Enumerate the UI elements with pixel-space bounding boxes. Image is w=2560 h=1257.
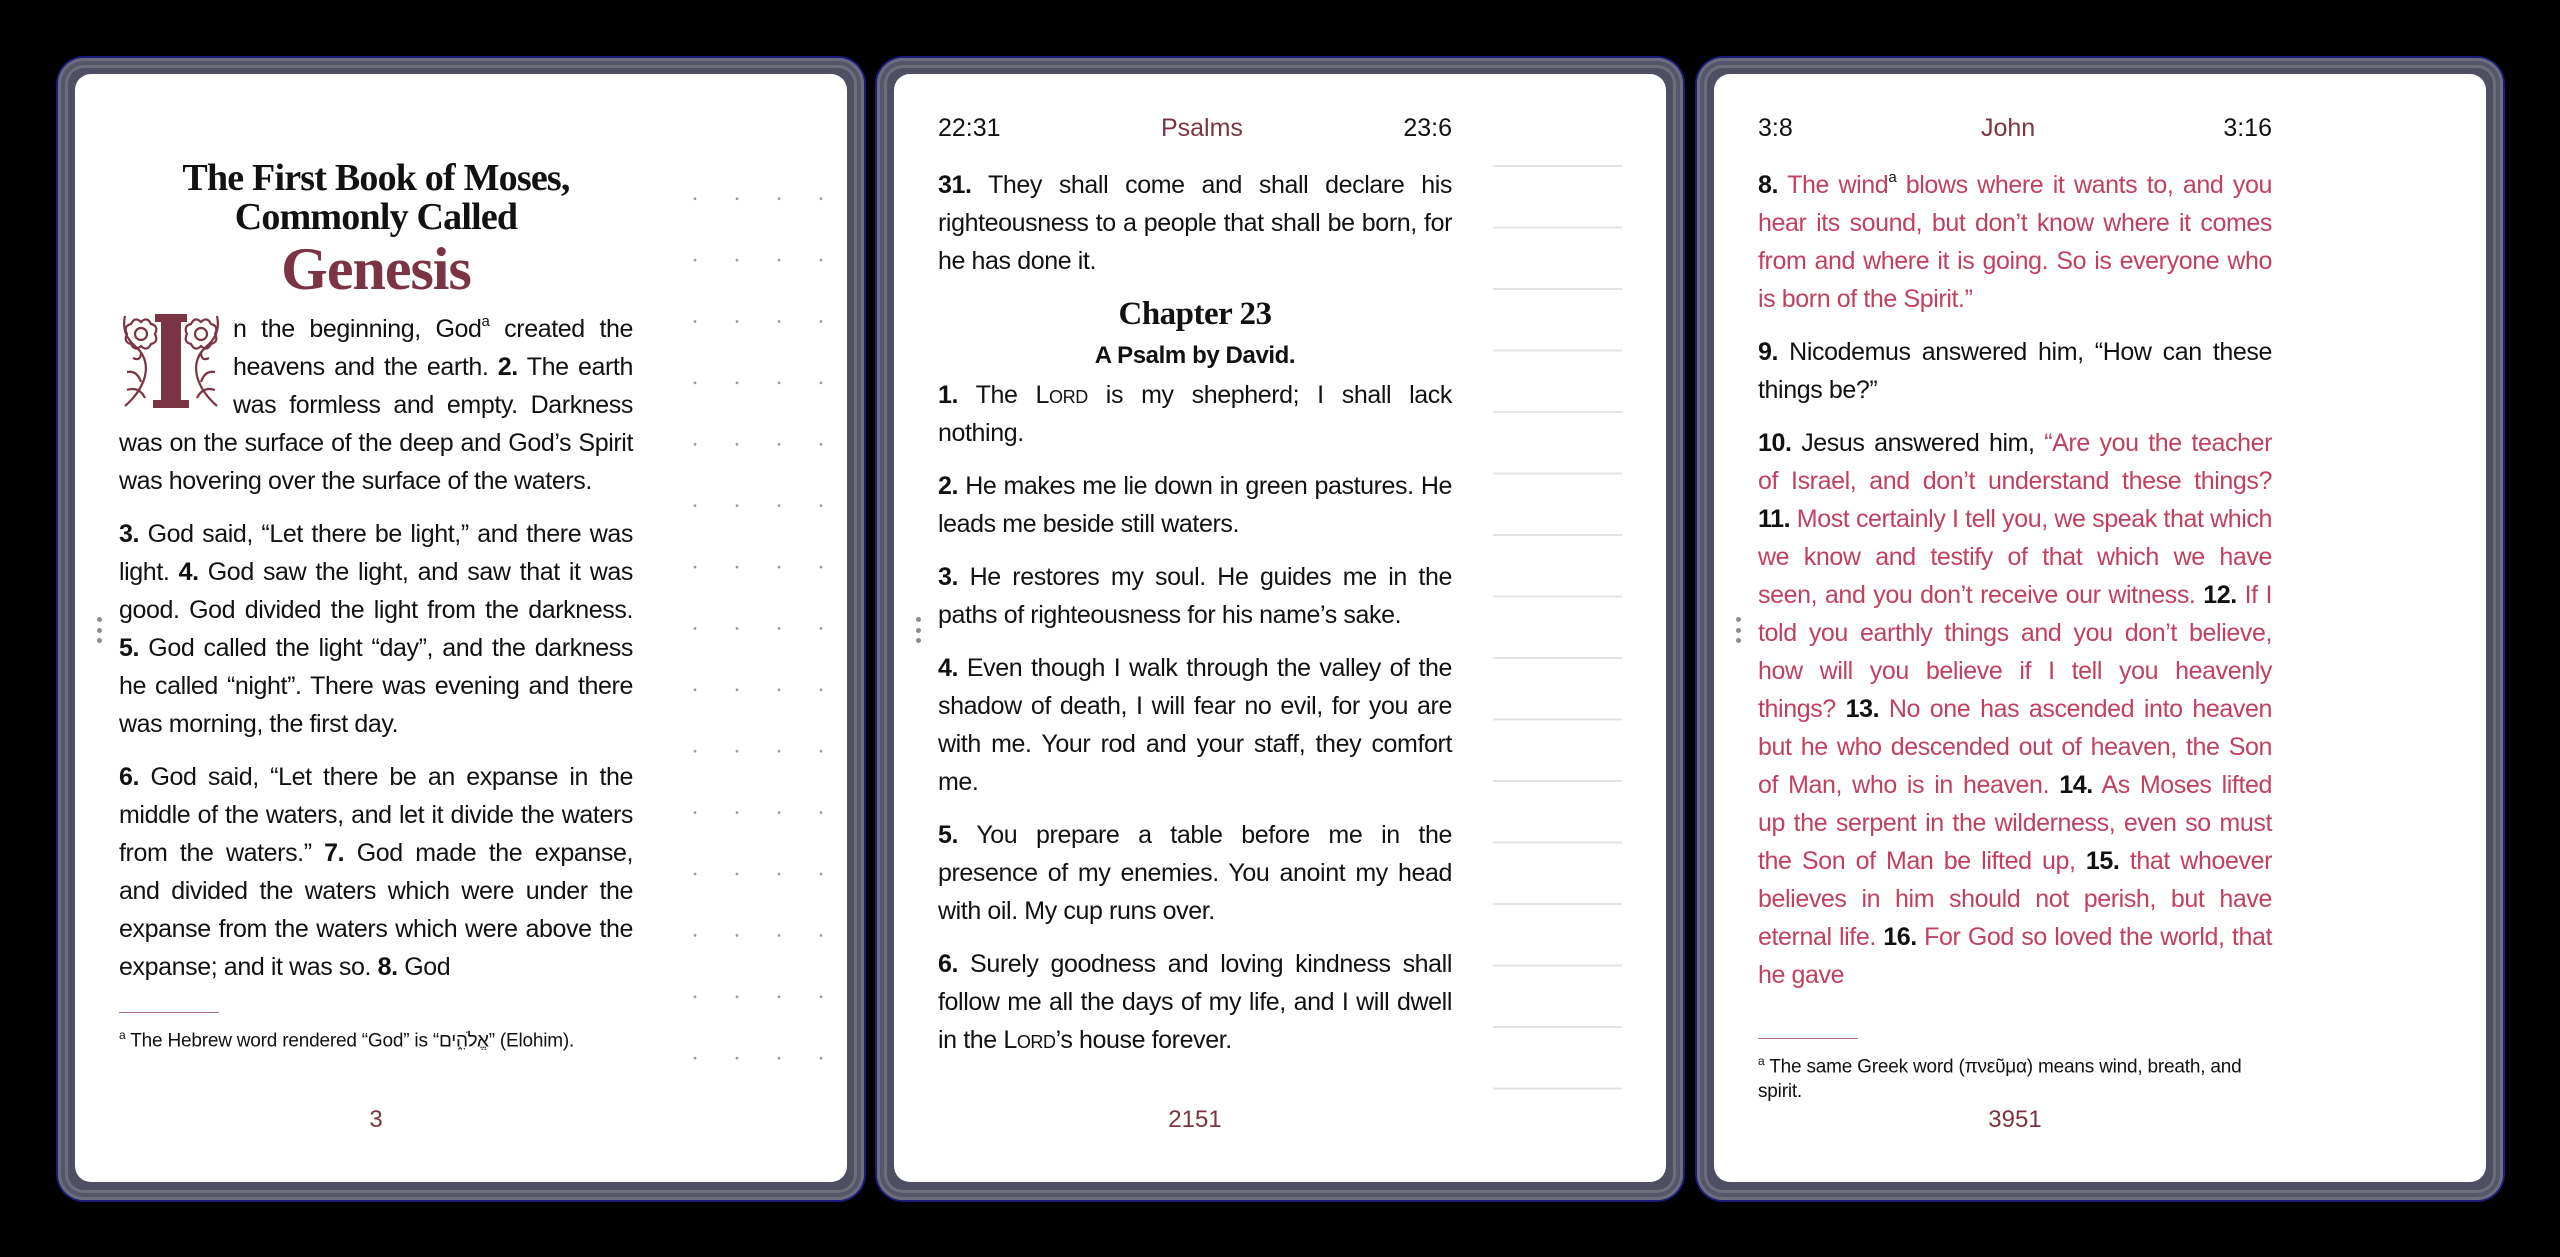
- running-header: [938, 114, 1452, 143]
- verse-number: 8.: [1758, 171, 1779, 199]
- verse-number: 2.: [938, 472, 959, 500]
- paragraph: [938, 816, 1452, 930]
- verse-number: 5.: [119, 634, 140, 662]
- verse-number: 9.: [1758, 338, 1779, 366]
- header-book[interactable]: John: [1980, 114, 2036, 142]
- vertical-ellipsis-icon[interactable]: [1735, 617, 1741, 643]
- page-john: [1714, 74, 2486, 1182]
- running-header: [1758, 114, 2272, 143]
- verse-text: He makes me lie down in green pastures. He leads me beside still waters.: [938, 472, 1452, 538]
- verse-number: 11.: [1758, 505, 1791, 533]
- header-start-ref: 3:8: [1758, 114, 1793, 142]
- words-of-christ: “Are you the teacher of Israel, and don’t understand these things?: [1758, 429, 2273, 495]
- verse-number: 6.: [938, 950, 959, 978]
- footnote-area: [119, 1012, 633, 1053]
- paragraph: [938, 945, 1452, 1059]
- paragraph: [938, 649, 1452, 801]
- text-column: [119, 310, 633, 1001]
- header-end-ref: 3:16: [2223, 114, 2272, 142]
- verse-text: ’s house forever.: [1055, 1026, 1232, 1054]
- header-end-ref: 23:6: [1403, 114, 1452, 142]
- page-frame-john: [1697, 58, 2503, 1200]
- header-book[interactable]: Psalms: [1160, 114, 1243, 142]
- verse-number: 16.: [1883, 923, 1917, 951]
- paragraph: [938, 376, 1452, 452]
- verse-number: 10.: [1758, 429, 1792, 457]
- words-of-christ: For God so loved the world, that he gave: [1758, 923, 2272, 989]
- verse-text: God said, “Let there be an expanse in the middle of the waters, and let it divide the waters from the waters.”: [119, 763, 633, 867]
- verse-text: They shall come and shall declare his righteousness to a people that shall be born, for he has done it.: [938, 171, 1452, 275]
- header-start-ref: 22:31: [938, 114, 1001, 142]
- footnote-divider: [119, 1012, 219, 1013]
- dropcap-ornament-icon: [119, 312, 223, 410]
- book-title: [119, 158, 633, 302]
- page-number: 3: [369, 1106, 383, 1133]
- verse-text: Nicodemus answered him, “How can these things be?”: [1758, 338, 2272, 404]
- verse-number: 14.: [2059, 771, 2093, 799]
- page-number: 2151: [1168, 1106, 1222, 1133]
- verse-text: Surely goodness and loving kindness shall follow me all the days of my life, and I will dwell in the: [938, 950, 1452, 1054]
- verse-text: The: [958, 381, 1036, 409]
- page-frame-psalms: [877, 58, 1683, 1200]
- words-of-christ: Most certainly I tell you, we speak that which we know and testify of that which we have seen, and you don’t receive our witness.: [1758, 505, 2272, 609]
- verse-number: 12.: [2203, 581, 2237, 609]
- verse-number: 4.: [938, 654, 959, 682]
- verse-number: 15.: [2085, 847, 2120, 875]
- footnote-link[interactable]: a: [481, 312, 490, 330]
- verse-number: 3.: [938, 563, 959, 591]
- footnote-text: The Hebrew word rendered “God” is “אֱלֹהִ֑ים” (Elohim).: [125, 1030, 575, 1052]
- footnote: [119, 1023, 633, 1053]
- margin-dot-grid: [675, 168, 825, 1068]
- verse-number: 13.: [1845, 695, 1880, 723]
- verse-text: He restores my soul. He guides me in the paths of righteousness for his name’s sake.: [938, 563, 1452, 629]
- paragraph: [938, 467, 1452, 543]
- chapter-title: Chapter 23: [1118, 296, 1272, 332]
- footnote-marker: a: [1758, 1054, 1765, 1068]
- verse-number: 5.: [938, 821, 959, 849]
- verse-text: God called the light “day”, and the darkness he called “night”. There was evening and there was morning, the first day.: [119, 634, 633, 738]
- verse-number: 4.: [178, 558, 199, 586]
- verse-text: God made the expanse, and divided the waters which were under the expanse from the waters which were above the expanse; and it was so.: [119, 839, 634, 981]
- verse-number: 31.: [938, 171, 972, 199]
- footnote: [1758, 1049, 2272, 1104]
- words-of-christ: The wind: [1778, 171, 1889, 199]
- verse-text: God saw the light, and saw that it was good. God divided the light from the darkness.: [119, 558, 633, 624]
- verse-number: 3.: [119, 520, 140, 548]
- paragraph: [119, 758, 633, 986]
- page-frame-genesis: [58, 58, 864, 1200]
- page-genesis: [75, 74, 847, 1182]
- verse-text: Even though I walk through the valley of the shadow of death, I will fear no evil, for you are with me. Your rod and your staff, they comfort me.: [938, 654, 1452, 796]
- verse-text: is my shepherd; I shall lack nothing.: [938, 381, 1452, 447]
- verse-number: 1.: [938, 381, 959, 409]
- book-title-line2: Commonly Called: [234, 196, 518, 238]
- divine-name: Lord: [1035, 381, 1088, 409]
- words-of-christ: that whoever believes in him should not perish, but have eternal life.: [1758, 847, 2273, 951]
- footnote-divider: [1758, 1038, 1858, 1039]
- paragraph: [1758, 424, 2272, 994]
- verse-number: 7.: [324, 839, 345, 867]
- verse-text: created the heavens and the earth.: [233, 315, 634, 381]
- words-of-christ: No one has ascended into heaven but he who descended out of heaven, the Son of Man, who is in heaven.: [1758, 695, 2272, 799]
- paragraph: [938, 166, 1452, 280]
- paragraph: [1758, 333, 2272, 409]
- page-number: 3951: [1988, 1106, 2042, 1133]
- verse-text: The earth was formless and empty. Darkness was on the surface of the deep and God’s Spirit was hovering over the surface of the waters.: [119, 353, 633, 495]
- footnote-link[interactable]: a: [1888, 168, 1897, 186]
- words-of-christ: If I told you earthly things and you don’t believe, how will you believe if I tell you heavenly things?: [1758, 581, 2272, 723]
- footnote-area: [1758, 1038, 2272, 1104]
- divine-name: Lord: [1003, 1026, 1056, 1054]
- page-psalms: [894, 74, 1666, 1182]
- verse-text: You prepare a table before me in the presence of my enemies. You anoint my head with oil. My cup runs over.: [938, 821, 1452, 925]
- text-column: [1758, 166, 2272, 1009]
- paragraph: [119, 515, 633, 743]
- book-name: Genesis: [281, 236, 471, 302]
- paragraph: [938, 558, 1452, 634]
- footnote-text: The same Greek word (πνεῦμα) means wind, breath, and spirit.: [1758, 1056, 2242, 1103]
- margin-ruled-lines: [1493, 165, 1622, 1115]
- verse-text: n the beginning, God: [233, 315, 482, 343]
- verse-text: God said, “Let there be light,” and there was light.: [119, 520, 633, 586]
- vertical-ellipsis-icon[interactable]: [96, 617, 102, 643]
- text-column: [938, 166, 1452, 1074]
- verse-number: 6.: [119, 763, 140, 791]
- words-of-christ: As Moses lifted up the serpent in the wilderness, even so must the Son of Man be lifted up,: [1758, 771, 2272, 875]
- vertical-ellipsis-icon[interactable]: [915, 617, 921, 643]
- verse-number: 8.: [377, 953, 398, 981]
- verse-text: Jesus answered him,: [1791, 429, 2045, 457]
- verse-text: God: [397, 953, 451, 981]
- footnote-marker: a: [119, 1028, 126, 1042]
- book-title-line1: The First Book of Moses,: [182, 157, 570, 199]
- paragraph: [1758, 166, 2272, 318]
- psalm-superscription: A Psalm by David.: [1094, 342, 1296, 369]
- verse-number: 2.: [497, 353, 518, 381]
- words-of-christ: blows where it wants to, and you hear its sound, but don’t know where it comes from and where it is going. So is everyone who is born of the Spirit.”: [1758, 171, 2272, 313]
